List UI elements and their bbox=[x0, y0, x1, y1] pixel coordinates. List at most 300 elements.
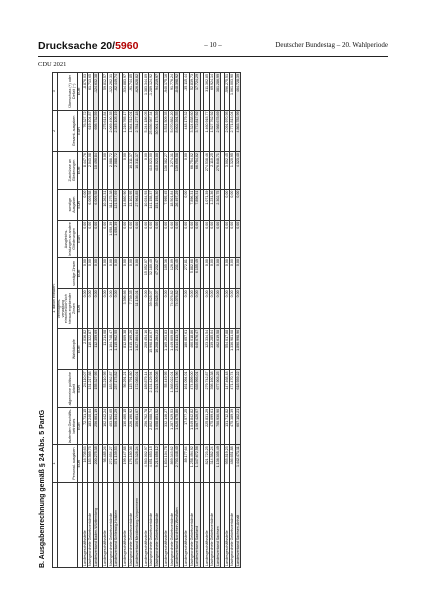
table-cell: 200.275,38 bbox=[93, 445, 99, 482]
table-cell: 0,00 bbox=[102, 289, 108, 329]
table-cell: 0,00 bbox=[143, 152, 149, 189]
table-cell: 0,00 bbox=[215, 258, 221, 289]
row-label: Nachgeordnete Gebietsverbände bbox=[230, 482, 236, 567]
document-number: Drucksache 20/5960 bbox=[38, 40, 139, 52]
row-label: Landesverband Sachsen-Anhalt bbox=[235, 482, 241, 567]
table-cell: 98.485,26 bbox=[102, 445, 108, 482]
table-cell: 1.061.003,90 bbox=[230, 73, 236, 111]
unit-label: EUR bbox=[77, 328, 82, 370]
table-cell: 1.449.609,88 bbox=[169, 328, 175, 370]
unit-label: EUR bbox=[77, 445, 82, 482]
table-cell: 0,00 bbox=[183, 189, 189, 220]
table-cell: 1.834.104,78 bbox=[163, 445, 169, 482]
table-cell: 486.651,88 bbox=[230, 445, 236, 482]
table-cell: 2.703.448,40 bbox=[174, 445, 180, 482]
table-cell: 618.939,22 bbox=[235, 370, 241, 407]
table-cell: 1.423.471,96 bbox=[174, 370, 180, 407]
row-label: Nachgeordnete Gebietsverbände bbox=[108, 482, 114, 567]
table-cell: 237.173,82 bbox=[114, 370, 120, 407]
table-cell: 139.656,58 bbox=[174, 152, 180, 189]
table-cell: -124.632,38 bbox=[93, 73, 99, 111]
group-header: 1. davon entfallen: bbox=[53, 152, 58, 445]
table-cell: 10.311,37 bbox=[134, 152, 140, 189]
table-cell: 226.190,92 bbox=[128, 407, 134, 444]
table-cell: 4.651.653,15 bbox=[149, 445, 155, 482]
table-cell: 1.049.842,82 bbox=[189, 407, 195, 444]
table-cell: -35.115,44 bbox=[183, 73, 189, 111]
table-cell: 30.901.173,39 bbox=[154, 110, 160, 152]
table-cell: 172.083,01 bbox=[134, 370, 140, 407]
rotated-page-content bbox=[38, 70, 388, 570]
table-cell: 381.286,99 bbox=[215, 73, 221, 111]
table-cell: 332.146,27 bbox=[163, 407, 169, 444]
table-cell: 1.368.022,01 bbox=[169, 370, 175, 407]
table-cell: 10.490,84 bbox=[93, 152, 99, 189]
table-cell: 0,00 bbox=[88, 289, 94, 329]
table-cell: 126,09 bbox=[169, 258, 175, 289]
table-cell: 311.362,85 bbox=[204, 73, 210, 111]
table-cell: 0,00 bbox=[189, 220, 195, 257]
table-cell: 183.240,04 bbox=[88, 407, 94, 444]
unit-label: EUR bbox=[77, 73, 82, 111]
table-cell: 0,00 bbox=[209, 289, 215, 329]
table-cell: 0,00 bbox=[235, 289, 241, 329]
table-cell: 0,00 bbox=[82, 220, 88, 257]
table-cell: 0,00 bbox=[82, 289, 88, 329]
unit-label: EUR bbox=[77, 110, 82, 152]
table-cell: 2.345.105,19 bbox=[114, 110, 120, 152]
table-cell: 0,00 bbox=[230, 220, 236, 257]
table-cell: 4.563.002,97 bbox=[143, 445, 149, 482]
table-cell: 2.110,25 bbox=[209, 152, 215, 189]
table-cell: 130.460,15 bbox=[123, 407, 129, 444]
row-label: Nachgeordnete Gebietsverbände bbox=[154, 482, 160, 567]
table-cell: 0,00 bbox=[230, 189, 236, 220]
table-cell: 136.382,27 bbox=[163, 152, 169, 189]
table-cell: 3.274,31 bbox=[169, 152, 175, 189]
page-number: – 10 – bbox=[204, 41, 222, 49]
table-cell: 0,00 bbox=[88, 258, 94, 289]
table-cell: 2.043,08 bbox=[88, 152, 94, 189]
table-cell: 2.614.813,71 bbox=[174, 328, 180, 370]
table-cell: 0,00 bbox=[215, 289, 221, 329]
table-cell: 1.336.981,08 bbox=[230, 328, 236, 370]
table-cell: 1.165.203,83 bbox=[163, 328, 169, 370]
table-cell: 199.147,88 bbox=[123, 445, 129, 482]
table-cell: 1.564.512,01 bbox=[128, 110, 134, 152]
row-label: Landesverband Saarland bbox=[195, 482, 201, 567]
table-cell: 700.930,90 bbox=[215, 407, 221, 444]
column-header: Vermögens- verwaltung einschließlich sich hieraus ergebender Zinsen bbox=[57, 289, 77, 329]
row-label: Landesgeschäftsstelle bbox=[163, 482, 169, 567]
table-cell: 0,00 bbox=[195, 220, 201, 257]
table-cell: 1.442.471,11 bbox=[235, 445, 241, 482]
table-cell: 279.742,87 bbox=[204, 370, 210, 407]
table-cell: 9.214.656,12 bbox=[154, 445, 160, 482]
table-cell: 0,00 bbox=[230, 258, 236, 289]
row-label: Nachgeordnete Gebietsverbände bbox=[169, 482, 175, 567]
table-cell: 0,00 bbox=[123, 152, 129, 189]
row-label: Landesgeschäftsstelle bbox=[204, 482, 210, 567]
table-cell: 0,00 bbox=[209, 258, 215, 289]
table-cell: 0,00 bbox=[143, 289, 149, 329]
table-cell: 0,00 bbox=[215, 220, 221, 257]
table-cell: 15.052,07 bbox=[143, 258, 149, 289]
table-cell: 0,00 bbox=[93, 220, 99, 257]
table-cell: 11.136,01 bbox=[134, 289, 140, 329]
table-cell: 410.023,00 bbox=[154, 152, 160, 189]
table-cell: 272,81 bbox=[183, 258, 189, 289]
row-label: Landesgeschäftsstelle bbox=[123, 482, 129, 567]
table-cell: 464.728,39 bbox=[235, 73, 241, 111]
column-header: Personal- ausgaben bbox=[57, 445, 77, 482]
table-cell: 2.781.277,18 bbox=[134, 110, 140, 152]
table-cell: 1.258.494,92 bbox=[189, 445, 195, 482]
table-cell: 3.772.817,92 bbox=[195, 110, 201, 152]
table-cell: 111.275,38 bbox=[108, 189, 114, 220]
table-cell: 1.347.672,56 bbox=[195, 445, 201, 482]
table-cell: 69.924,14 bbox=[209, 73, 215, 111]
table-cell: -626.628,82 bbox=[134, 73, 140, 111]
table-cell: 1.115.962,55 bbox=[114, 328, 120, 370]
table-cell: 0,00 bbox=[93, 258, 99, 289]
column-header: Zuschüsse an Gliederungen bbox=[57, 152, 77, 189]
table-cell: 39.628,07 bbox=[149, 289, 155, 329]
table-cell: 1.216.765,17 bbox=[123, 110, 129, 152]
table-cell: 131.712,82 bbox=[224, 407, 230, 444]
table-cell: 462.619,58 bbox=[215, 328, 221, 370]
table-cell: 6.155,49 bbox=[195, 258, 201, 289]
table-cell: 110.322,87 bbox=[88, 328, 94, 370]
row-label: Landesverband Nordrhein-Westfalen bbox=[174, 482, 180, 567]
table-cell: 89.177,64 bbox=[183, 445, 189, 482]
table-cell: 375.328,24 bbox=[134, 445, 140, 482]
table-cell: 2.088,72 bbox=[108, 152, 114, 189]
table-cell: 475.389,39 bbox=[230, 407, 236, 444]
table-cell: 1.890.998,96 bbox=[235, 328, 241, 370]
table-cell: 0,00 bbox=[128, 220, 134, 257]
table-cell: 0,00 bbox=[143, 220, 149, 257]
table-cell: 52.839,73 bbox=[189, 73, 195, 111]
table-cell: 102.442,24 bbox=[102, 407, 108, 444]
table-cell: 0,00 bbox=[235, 258, 241, 289]
table-cell: 0,00 bbox=[134, 220, 140, 257]
table-cell: 0,00 bbox=[195, 289, 201, 329]
table-cell: 635.993,01 bbox=[195, 370, 201, 407]
table-cell: 275.614,84 bbox=[102, 110, 108, 152]
table-cell: 0,00 bbox=[108, 258, 114, 289]
table-cell: 474.899,00 bbox=[189, 370, 195, 407]
table-cell: 123.334,54 bbox=[204, 328, 210, 370]
table-cell: 276.648,71 bbox=[215, 152, 221, 189]
table-cell: 2.088,72 bbox=[114, 152, 120, 189]
row-label: Nachgeordnete Gebietsverbände bbox=[189, 482, 195, 567]
table-cell: 10.262,31 bbox=[102, 189, 108, 220]
table-cell: 398.160,38 bbox=[209, 370, 215, 407]
table-cell: 121.537,69 bbox=[114, 189, 120, 220]
unit-label: EUR bbox=[77, 152, 82, 189]
column-header bbox=[57, 482, 77, 567]
table-cell: 339.285,04 bbox=[209, 328, 215, 370]
table-cell: -1.289.124,92 bbox=[149, 73, 155, 111]
table-cell: 0,00 bbox=[204, 289, 210, 329]
table-cell: 1.383.344,89 bbox=[143, 73, 149, 111]
table-cell: 26.497,29 bbox=[174, 189, 180, 220]
table-cell: 0,00 bbox=[82, 189, 88, 220]
table-cell: 0,00 bbox=[149, 220, 155, 257]
rotated-table-area bbox=[38, 70, 388, 570]
row-label: Nachgeordnete Gebietsverbände bbox=[149, 482, 155, 567]
table-cell: 0,00 bbox=[93, 289, 99, 329]
column-header: Überschuss (+) oder Defizit (−) bbox=[57, 73, 77, 111]
table-cell: 371.139,53 bbox=[114, 445, 120, 482]
table-cell: 0,00 bbox=[163, 289, 169, 329]
table-cell: 2.321.309,08 bbox=[154, 370, 160, 407]
table-cell: 4.863.783,99 bbox=[235, 110, 241, 152]
table-cell: -848.398,92 bbox=[174, 73, 180, 111]
table-cell: -8.876,03 bbox=[82, 73, 88, 111]
table-cell: 209.454,16 bbox=[143, 328, 149, 370]
table-cell: 5.244.186,05 bbox=[143, 110, 149, 152]
table-cell: 13.102,95 bbox=[128, 189, 134, 220]
publisher-label: Deutscher Bundestag – 20. Wahlperiode bbox=[275, 41, 388, 49]
table-cell: 7.739,35 bbox=[128, 289, 134, 329]
table-cell: 0,00 bbox=[82, 258, 88, 289]
row-label: Landesgeschäftsstelle bbox=[183, 482, 189, 567]
table-cell: 0,00 bbox=[224, 289, 230, 329]
table-cell: 56.291,21 bbox=[123, 370, 129, 407]
table-cell: 6.009,58 bbox=[93, 189, 99, 220]
table-cell: 506.344,29 bbox=[114, 407, 120, 444]
table-cell: 677.903,25 bbox=[215, 370, 221, 407]
table-cell: 2.036,82 bbox=[82, 328, 88, 370]
table-cell: 0,00 bbox=[174, 220, 180, 257]
table-cell: 607.102,21 bbox=[235, 407, 241, 444]
table-cell: 176.180,36 bbox=[128, 445, 134, 482]
table-cell: 1.320,95 bbox=[230, 152, 236, 189]
table-cell: 0,00 bbox=[209, 220, 215, 257]
table-cell: 0,00 bbox=[169, 220, 175, 257]
table-cell: 1.287.929,53 bbox=[169, 407, 175, 444]
column-header: sonstige Ausgaben bbox=[57, 189, 77, 220]
table-cell: 72.731,15 bbox=[82, 407, 88, 444]
table-cell: 821.723,25 bbox=[204, 445, 210, 482]
table-cell: 55.449,95 bbox=[163, 370, 169, 407]
unit-label: EUR bbox=[77, 189, 82, 220]
table-cell: 3.531.509,35 bbox=[163, 110, 169, 152]
table-cell: 4.323,40 bbox=[235, 152, 241, 189]
table-cell: 256.762,78 bbox=[143, 407, 149, 444]
table-cell: 15.998.810,07 bbox=[149, 328, 155, 370]
table-cell: 0,00 bbox=[123, 258, 129, 289]
table-cell: 155.327,95 bbox=[93, 370, 99, 407]
table-cell: 7.896,31 bbox=[195, 189, 201, 220]
row-label: Landesverband Schleswig-Holstein bbox=[114, 482, 120, 567]
table-cell: 0,00 bbox=[102, 220, 108, 257]
table-cell: 0,00 bbox=[224, 189, 230, 220]
row-label: Landesverband Mecklenburg-Vorpommern bbox=[134, 482, 140, 567]
table-cell: 27.963,85 bbox=[134, 189, 140, 220]
column-header: Wahlkämpfe bbox=[57, 328, 77, 370]
table-cell: 403.902,05 bbox=[108, 407, 114, 444]
table-cell: 66.754,02 bbox=[195, 152, 201, 189]
table-cell: 91.776,24 bbox=[169, 73, 175, 111]
table-cell: 3.396,66 bbox=[123, 289, 129, 329]
table-cell: 16.208.264,23 bbox=[154, 328, 160, 370]
table-cell: -596.275,51 bbox=[224, 73, 230, 111]
table-cell: 640.076,47 bbox=[195, 328, 201, 370]
table-cell: 1.015.195,26 bbox=[128, 328, 134, 370]
table-cell: 1.071,39 bbox=[204, 189, 210, 220]
table-cell: 2.131.429,94 bbox=[149, 370, 155, 407]
table-cell: 410.023,00 bbox=[149, 152, 155, 189]
table-cell: 17.724,29 bbox=[195, 73, 201, 111]
table-cell: 0,00 bbox=[88, 220, 94, 257]
table-cell: 0,00 bbox=[114, 258, 120, 289]
table-cell: 0,00 bbox=[224, 220, 230, 257]
table-cell: 471.470,74 bbox=[230, 370, 236, 407]
table-cell: 183.962,87 bbox=[108, 370, 114, 407]
row-label: Nachgeordnete Gebietsverbände bbox=[209, 482, 215, 567]
table-cell: 61.713,65 bbox=[88, 73, 94, 111]
table-cell: 115.791,80 bbox=[128, 370, 134, 407]
table-cell: 0,00 bbox=[235, 220, 241, 257]
table-cell: -62.449,74 bbox=[114, 73, 120, 111]
table-cell: -534.883,97 bbox=[123, 73, 129, 111]
table-cell: 2.988.678,69 bbox=[215, 110, 221, 152]
table-cell: 131.217,88 bbox=[88, 370, 94, 407]
table-cell: 53.210,95 bbox=[102, 370, 108, 407]
header-row bbox=[57, 73, 77, 568]
column-header: Ausgleichs- leistungen an andere Gliederungen bbox=[57, 220, 77, 257]
table-cell: 112.359,69 bbox=[93, 328, 99, 370]
table-cell: 2.302,75 bbox=[215, 189, 221, 220]
table-cell: 869.343,62 bbox=[169, 445, 175, 482]
table-cell: 16.705,63 bbox=[82, 445, 88, 482]
header-divider bbox=[38, 56, 388, 57]
column-header: Gesamt- ausgaben bbox=[57, 110, 77, 152]
table-cell: 0,00 bbox=[189, 289, 195, 329]
table-cell: 619.404,87 bbox=[88, 110, 94, 152]
table-cell: 141.158,37 bbox=[149, 189, 155, 220]
table-cell: 24.110,07 bbox=[82, 370, 88, 407]
table-cell: 17.577,25 bbox=[183, 407, 189, 444]
table-cell: 314.582,24 bbox=[209, 445, 215, 482]
row-label: Nachgeordnete Gebietsverbände bbox=[128, 482, 134, 567]
table-cell: 8.447,76 bbox=[82, 152, 88, 189]
table-cell: 105,36 bbox=[163, 258, 169, 289]
table-cell: 0,00 bbox=[163, 220, 169, 257]
table-cell: 1.058,39 bbox=[114, 220, 120, 257]
table-cell: 0,00 bbox=[134, 258, 140, 289]
col-number: 3 bbox=[53, 73, 58, 111]
column-header: laufenden Geschäfts- betriebes bbox=[57, 407, 77, 444]
row-label: Landesgeschäftsstelle bbox=[102, 482, 108, 567]
table-cell: 256.001,19 bbox=[93, 407, 99, 444]
table-cell: 448.179,32 bbox=[183, 110, 189, 152]
table-cell: 1.460.915,77 bbox=[204, 110, 210, 152]
table-cell: 2.069.490,35 bbox=[108, 110, 114, 152]
table-cell: 0,00 bbox=[235, 189, 241, 220]
table-cell: 0,00 bbox=[183, 152, 189, 189]
col-number: 2 bbox=[53, 110, 58, 152]
table-cell: 2.802.088,74 bbox=[149, 407, 155, 444]
table-body bbox=[82, 73, 241, 568]
table-cell: 554.017,88 bbox=[224, 328, 230, 370]
table-cell: 59.812,57 bbox=[102, 73, 108, 111]
table-cell: 39.628,07 bbox=[154, 289, 160, 329]
table-cell: 1.231,36 bbox=[209, 189, 215, 220]
table-cell: 6.009,58 bbox=[88, 189, 94, 220]
column-header: allgemeine politische Arbeit bbox=[57, 370, 77, 407]
row-label: Landesverband Baden-Württemberg bbox=[93, 482, 99, 567]
table-cell: 3.002,45 bbox=[224, 152, 230, 189]
unit-label: EUR bbox=[77, 258, 82, 289]
table-cell: 0,00 bbox=[204, 258, 210, 289]
table-cell: 695.732,59 bbox=[93, 110, 99, 152]
table-cell: -940.175,16 bbox=[163, 73, 169, 111]
table-cell: 0,00 bbox=[183, 289, 189, 329]
subtotal-row bbox=[235, 73, 241, 568]
table-cell: 11.214,08 bbox=[102, 328, 108, 370]
table-cell: 25.656.987,34 bbox=[149, 110, 155, 152]
table-cell: 0,00 bbox=[102, 152, 108, 189]
table-cell: 66.754,02 bbox=[189, 152, 195, 189]
table-cell: 14.860,90 bbox=[123, 189, 129, 220]
row-label: Landesgeschäftsstelle bbox=[82, 482, 88, 567]
table-cell: 0,00 bbox=[123, 220, 129, 257]
table-cell: 274.538,46 bbox=[204, 152, 210, 189]
table-cell: 161.094,01 bbox=[183, 370, 189, 407]
table-cell: 1.136.305,49 bbox=[215, 445, 221, 482]
table-cell: 74.076,82 bbox=[169, 289, 175, 329]
table-cell: 32.180,40 bbox=[149, 258, 155, 289]
table-cell: 0,00 bbox=[128, 258, 134, 289]
table-cell: 74.076,82 bbox=[174, 289, 180, 329]
table-cell: 0,00 bbox=[114, 289, 120, 329]
table-cell: 2.771.813,04 bbox=[230, 110, 236, 152]
table-cell: 812.609,38 bbox=[123, 328, 129, 370]
table-cell: 7.995,45 bbox=[163, 189, 169, 220]
row-label: Landesgeschäftsstelle bbox=[224, 482, 230, 567]
table-cell: 1.067.420,07 bbox=[195, 407, 201, 444]
table-cell: 94.219,97 bbox=[154, 73, 160, 111]
table-cell: 0,00 bbox=[183, 220, 189, 257]
table-cell: 955.819,23 bbox=[224, 445, 230, 482]
table-cell: 47.232,47 bbox=[154, 258, 160, 289]
table-cell: 151.193,30 bbox=[154, 189, 160, 220]
table-cell: 0,00 bbox=[224, 258, 230, 289]
table-cell: 3.058.851,52 bbox=[154, 407, 160, 444]
unit-label: EUR bbox=[77, 289, 82, 329]
unit-label: EUR bbox=[77, 370, 82, 407]
table-cell: 3.324.638,60 bbox=[189, 110, 195, 152]
table-cell: -122.262,31 bbox=[108, 73, 114, 111]
table-cell: 0,00 bbox=[102, 258, 108, 289]
party-year-label: CDU 2021 bbox=[38, 61, 67, 68]
row-label: Nachgeordnete Gebietsverbände bbox=[88, 482, 94, 567]
table-cell: 0,00 bbox=[154, 220, 160, 257]
table-cell: 8.602.391,55 bbox=[174, 110, 180, 152]
table-cell: 356.651,07 bbox=[134, 407, 140, 444]
column-header: sonstige Zinsen bbox=[57, 258, 77, 289]
unit-label: EUR bbox=[77, 407, 82, 444]
table-cell: 1.058,39 bbox=[108, 220, 114, 257]
table-cell: 5.070.882,20 bbox=[169, 110, 175, 152]
row-label: Landesgeschäftsstelle bbox=[143, 482, 149, 567]
table-cell: 231,45 bbox=[174, 258, 180, 289]
table-cell: 1.620.075,80 bbox=[174, 407, 180, 444]
